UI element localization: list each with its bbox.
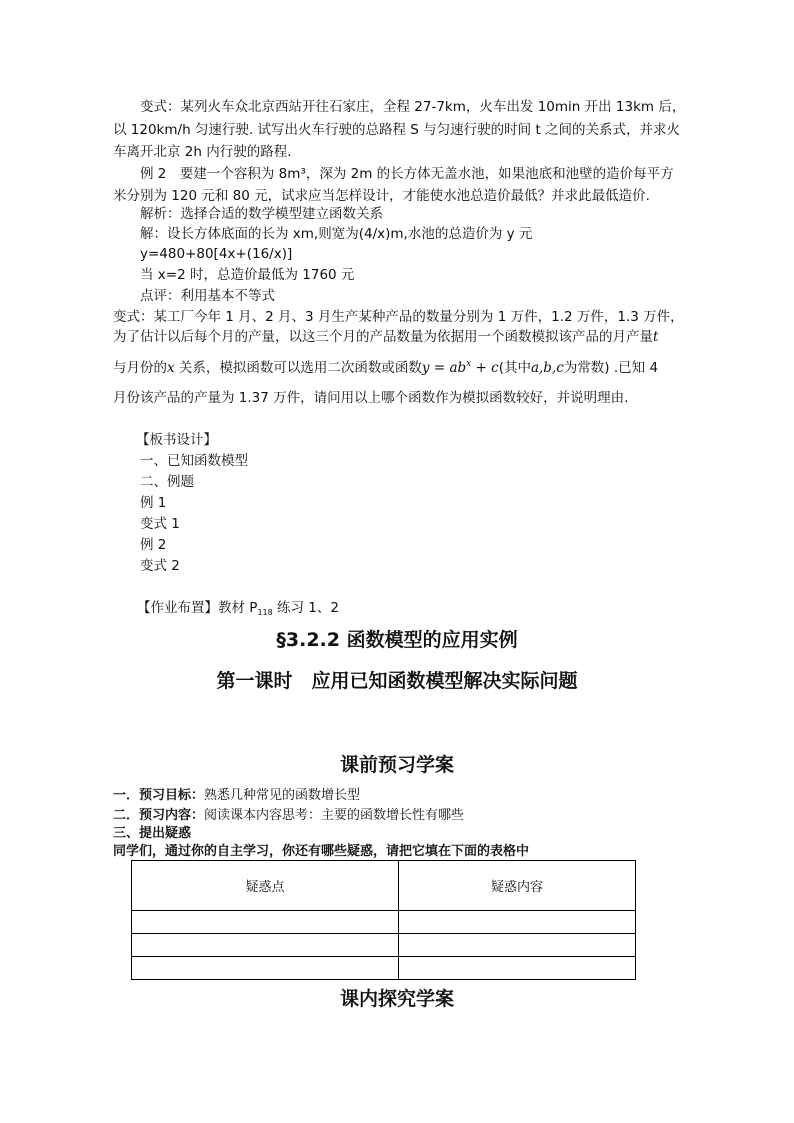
table-cell[interactable] [399,934,636,957]
explore-title: 课内探究学案 [339,988,454,1010]
variant2-line3-end: 为常数) .已知 4 [563,360,659,376]
table-cell[interactable] [132,957,399,980]
variable-x: x [167,360,175,376]
variant1-line1: 变式：某列火车众北京西站开往石家庄，全程 27-7km，火车出发 10min 开出 13km 后， [140,99,686,115]
variant2-line3-mid: 关系，模拟函数可以选用二次函数或函数 [174,360,422,376]
variant2-line3 [113,358,658,380]
lesson-title: 第一课时 应用已知函数模型解决实际问题 [216,670,578,692]
variant2-line3-pre: 与月份的 [113,360,167,376]
board-item-6: 变式 2 [140,558,180,574]
table-header-content: 疑惑内容 [399,861,636,911]
table-row [132,957,636,980]
preview-goal-label: 一．预习目标： [113,788,205,803]
table-cell[interactable] [399,911,636,934]
variable-t: t [653,329,659,345]
doubt-table [131,860,636,980]
formula-line: y=480+80[4x+(16/x)] [140,246,293,262]
solution-line: 解：设长方体底面的长为 xm,则宽为(4/x)m,水池的总造价为 y 元 [140,226,533,242]
homework-exercise: 练习 1、2 [272,600,339,616]
table-header-row [132,861,636,911]
variant2-line4: 月份该产品的产量为 1.37 万件，请问用以上哪个函数作为模拟函数较好，并说明理由. [113,390,629,406]
board-item-4: 变式 1 [140,516,180,532]
table-cell[interactable] [399,957,636,980]
homework-text: 教材 P [218,600,258,616]
preview-goal-text: 熟悉几种常见的函数增长型 [204,788,361,803]
min-cost-line: 当 x=2 时，总造价最低为 1760 元 [140,267,355,283]
variant2-paren: (其中 [498,360,531,376]
example2-line2: 米分别为 120 元和 80 元，试求应当怎样设计，才能使水池总造价最低？并求此最低造价. [113,188,650,204]
board-item-2: 二、例题 [140,474,194,490]
homework-label: 【作业布置】 [137,600,218,616]
variant1-line2: 以 120km/h 匀速行驶. 试写出火车行驶的总路程 S 与匀速行驶的时间 t 之间的关系式，并求火 [113,122,681,138]
variant2-line1: 变式：某工厂今年 1 月、2 月、3 月生产某种产品的数量分别为 1 万件，1.2 万件，1.3 万件， [113,309,684,325]
board-item-1: 一、已知函数模型 [140,453,248,469]
preview-title: 课前预习学案 [339,754,454,776]
table-cell[interactable] [132,934,399,957]
board-item-5: 例 2 [140,537,167,553]
board-heading: 【板书设计】 [136,432,217,448]
function-formula-constant: + c [471,360,499,376]
analysis-line: 解析：选择合适的数学模型建立函数关系 [140,206,383,222]
preview-content [113,806,464,826]
table-cell[interactable] [132,911,399,934]
comment-line: 点评：利用基本不等式 [140,288,275,304]
board-item-3: 例 1 [140,495,167,511]
homework-line [137,598,339,620]
variant2-line2 [113,327,658,347]
preview-doubt-prompt: 同学们，通过你的自主学习，你还有哪些疑惑，请把它填在下面的表格中 [113,844,530,859]
function-formula: y = ab [421,360,467,376]
table-row [132,911,636,934]
preview-goal [113,786,360,806]
variant2-line2-text: 为了估计以后每个月的产量，以这三个月的产品数量为依据用一个函数模拟该产品的月产量 [113,329,653,345]
constants-abc: a,b,c [530,360,564,376]
preview-content-text: 阅读课本内容思考：主要的函数增长性有哪些 [204,808,465,823]
preview-doubt-label: 三、提出疑惑 [113,826,192,841]
table-header-point: 疑惑点 [132,861,399,911]
table-row [132,934,636,957]
example2-line1: 例 2 要建一个容积为 8m³，深为 2m 的长方体无盖水池，如果池底和池壁的造价每平方 [140,166,674,182]
variant1-line3: 车离开北京 2h 内行驶的路程. [113,144,292,160]
section-title: §3.2.2 函数模型的应用实例 [276,629,518,651]
function-exponent: x [466,359,472,369]
homework-page: 118 [257,608,273,617]
preview-content-label: 二．预习内容： [113,808,205,823]
